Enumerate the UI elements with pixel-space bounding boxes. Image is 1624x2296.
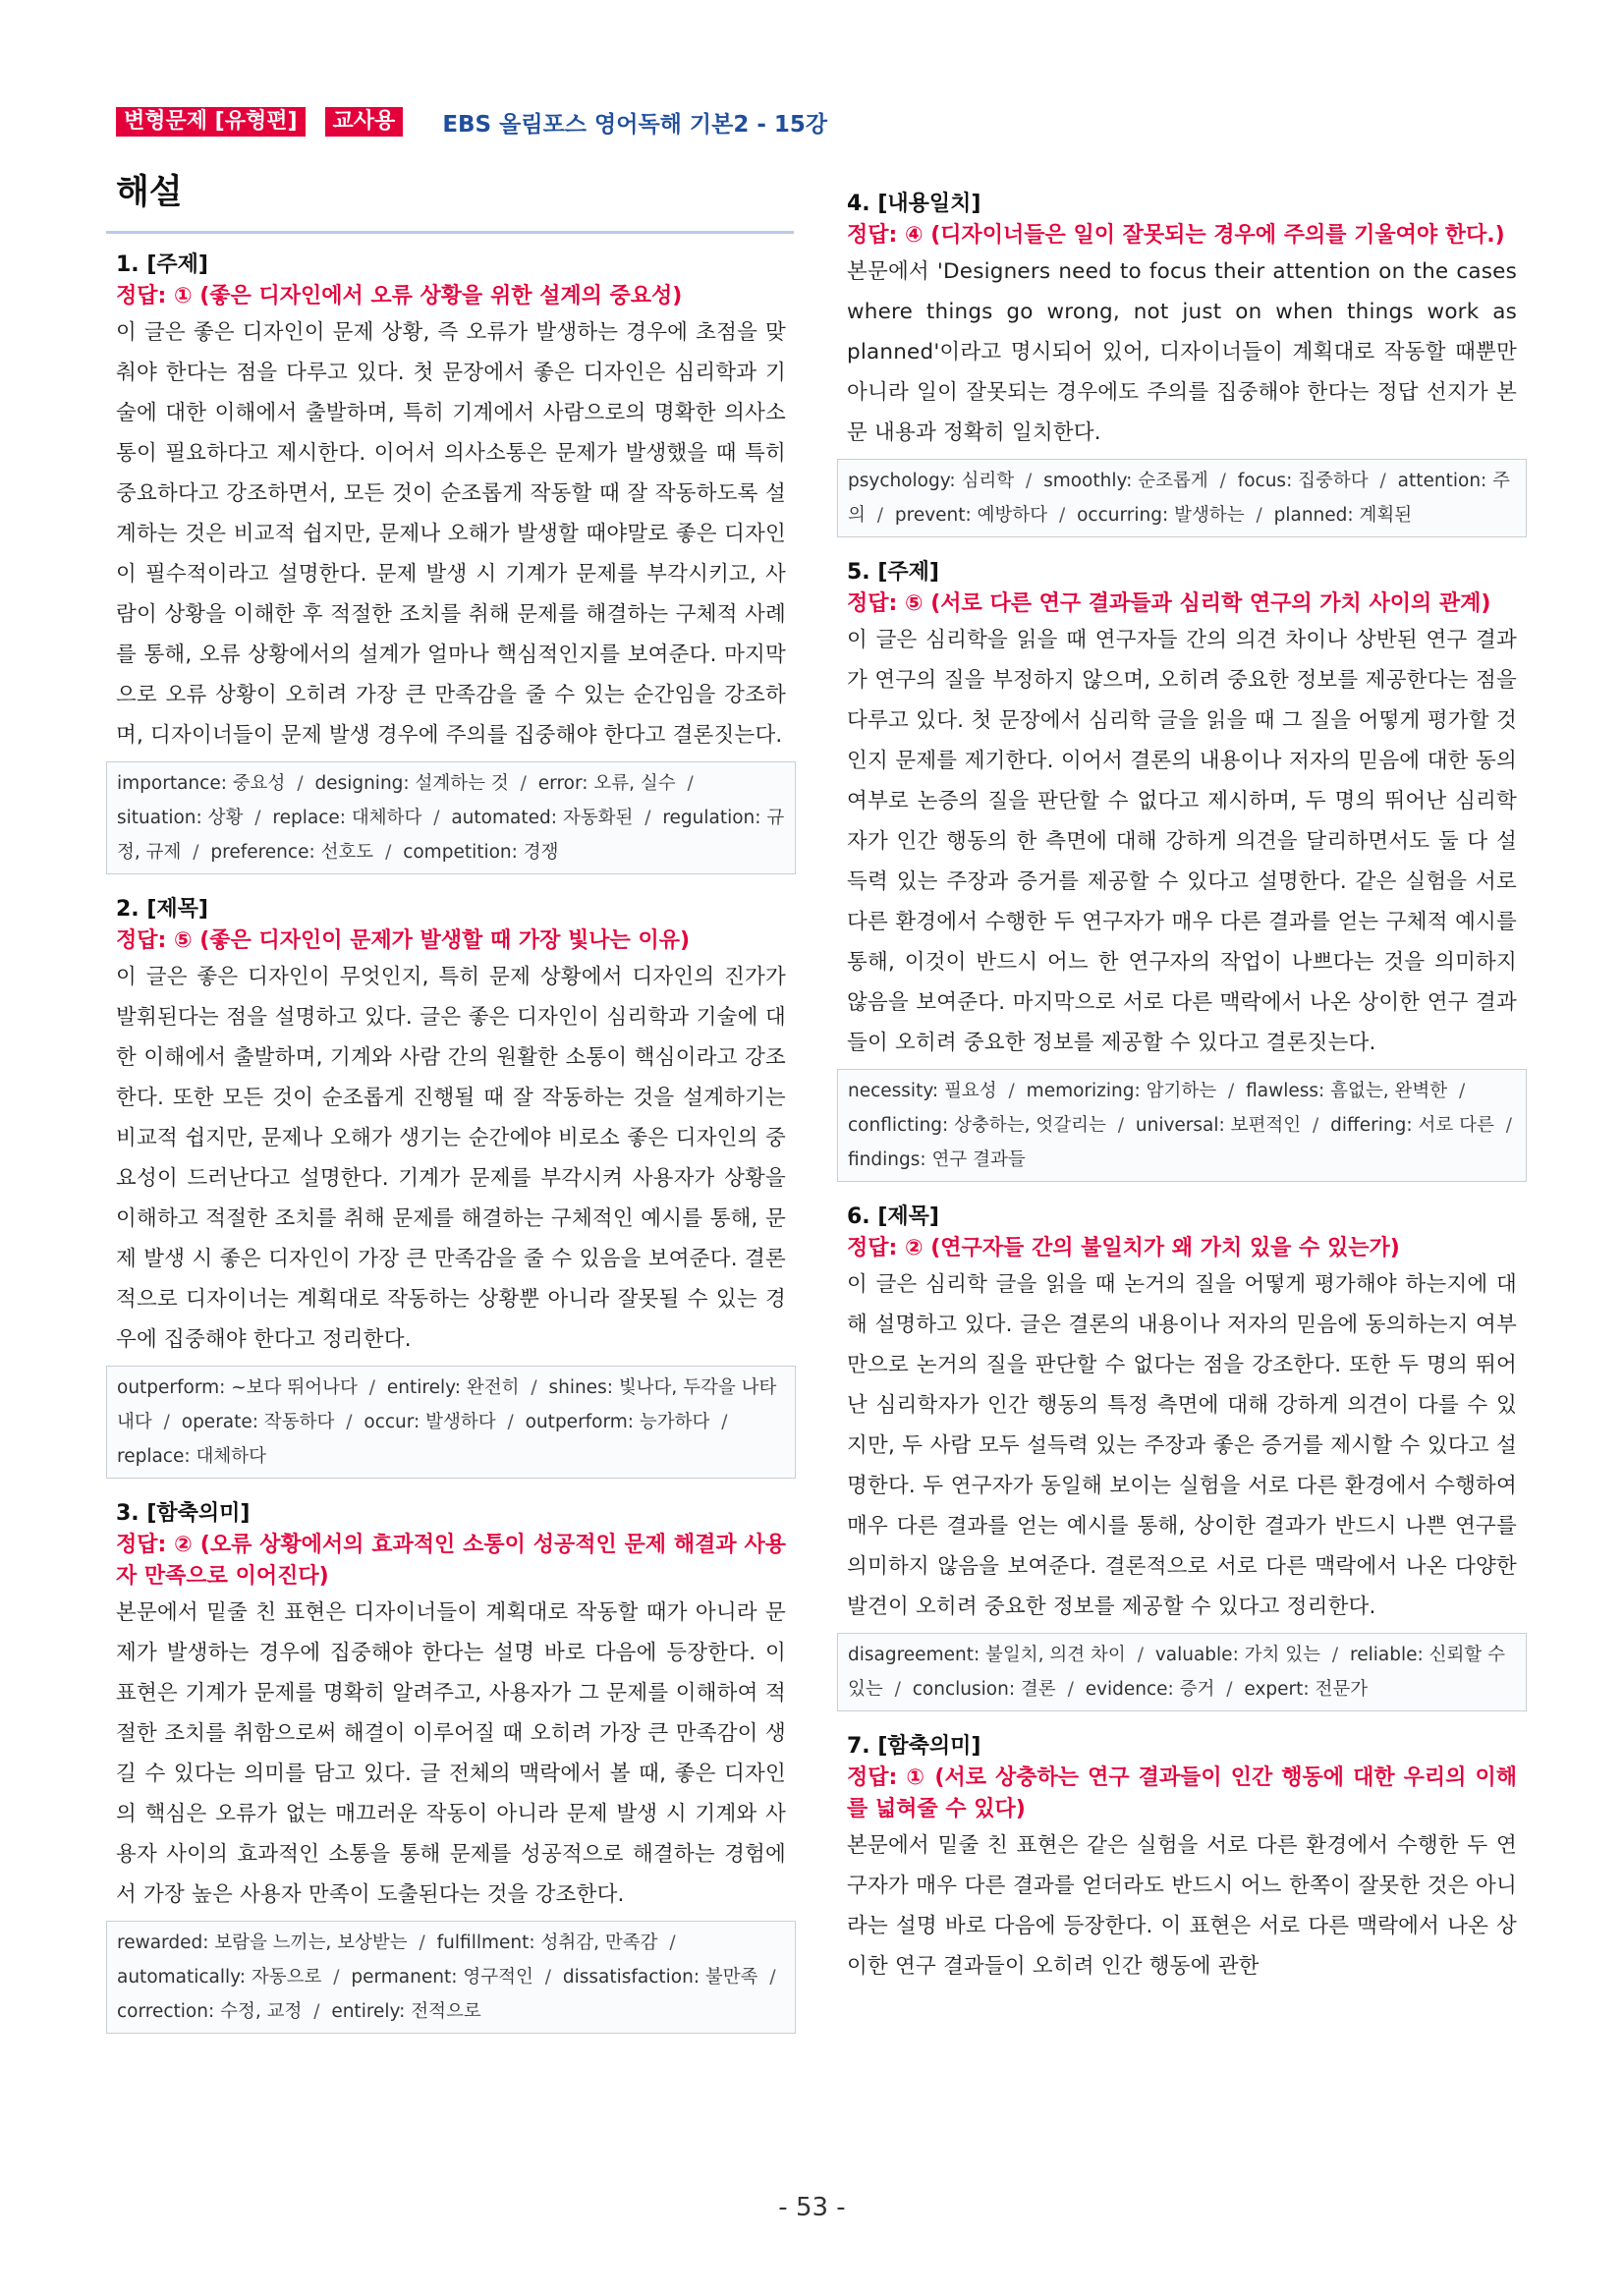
vocab-item: outperform: ~보다 뛰어나다 [117, 1377, 358, 1398]
vocab-item: conclusion: 결론 [912, 1679, 1056, 1700]
vocab-item: occur: 발생하다 [364, 1412, 496, 1432]
vocab-separator: / [1326, 1645, 1345, 1665]
explanation-text: 이 글은 심리학을 읽을 때 연구자들 간의 의견 차이나 상반된 연구 결과가 연구의 질을 부정하지 않으며, 오히려 중요한 정보를 제공한다는 점을 다루고 있다. 첫 문장에서 심리학 글을 읽을 때 그 질을 어떻게 평가할 것인지 문제를 제기한다. 이어서 결론의 내용이나 저자의 믿음에 대한 동의 여부로 논증의 질을 판단할 수 없다고 제시하며, 두 명의 뛰어난 심리학자가 인간 행동의 한 측면에 대해 강하게 의견을 달리하면서도 둘 다 설득력 있는 주장과 증거를 제공할 수 있다고 설명한다. 같은 실험을 서로 다른 환경에서 수행한 두 연구자가 매우 다른 결과를 얻는 구체적 예시를 통해, 이것이 반드시 어느 한 연구자의 작업이 나쁘다는 것을 의미하지 않음을 보여준다. 마지막으로 서로 다른 맥락에서 나온 상이한 연구 결과들이 오히려 중요한 정보를 제공할 수 있다고 결론짓는다. [847, 628, 1517, 1055]
explanation-text: 이 글은 좋은 디자인이 무엇인지, 특히 문제 상황에서 디자인의 진가가 발휘된다는 점을 설명하고 있다. 글은 좋은 디자인이 심리학과 기술에 대한 이해에서 출발하며, 기계와 사람 간의 원활한 소통이 핵심이라고 강조한다. 또한 모든 것이 순조롭게 진행될 때 잘 작동하는 것을 설계하기는 비교적 쉽지만, 문제나 오해가 생기는 순간에야 비로소 좋은 디자인의 중요성이 드러난다고 설명한다. 기계가 문제를 부각시켜 사용자가 상황을 이해하고 적절한 조치를 취해 문제를 해결하는 구체적인 예시를 통해, 문제 발생 시 좋은 디자인이 가장 큰 만족감을 줄 수 있음을 보여준다. 결론적으로 디자이너는 계획대로 작동하는 상황뿐 아니라 잘못될 수 있는 경우에 집중해야 한다고 정리한다. [116, 965, 786, 1352]
vocab-separator: / [538, 1967, 557, 1988]
question-5 [847, 557, 1517, 1182]
vocab-separator: / [1373, 471, 1392, 491]
vocab-separator: / [525, 1377, 543, 1398]
vocab-separator: / [249, 808, 267, 828]
vocab-item: evidence: 증거 [1085, 1679, 1215, 1700]
vocab-separator: / [1213, 471, 1232, 491]
question-6 [847, 1202, 1517, 1711]
vocab-item: findings: 연구 결과들 [848, 1149, 1026, 1170]
vocab-item: psychology: 심리학 [848, 471, 1015, 491]
vocab-separator: / [379, 842, 398, 863]
answer-line: 정답: ① (서로 상충하는 연구 결과들이 인간 행동에 대한 우리의 이해를 넓혀줄 수 있다) [847, 1765, 1517, 1821]
vocab-item: occurring: 발생하는 [1077, 505, 1245, 526]
vocab-item: reliable: 신뢰할 수 있는 [848, 1645, 1505, 1700]
vocab-item: focus: 집중하다 [1237, 471, 1369, 491]
vocab-item: entirely: 전적으로 [331, 2001, 481, 2022]
vocab-separator: / [1220, 1679, 1239, 1700]
explanation-text: 본문에서 밑줄 친 표현은 디자이너들이 계획대로 작동할 때가 아니라 문제가 발생하는 경우에 집중해야 한다는 설명 바로 다음에 등장한다. 이 표현은 기계가 문제를 명확히 알려주고, 사용자가 그 문제를 이해하여 적절한 조치를 취함으로써 해결이 이루어질 때 오히려 가장 큰 만족감이 생길 수 있다는 의미를 담고 있다. 글 전체의 맥락에서 볼 때, 좋은 디자인의 핵심은 오류가 없는 매끄러운 작동이 아니라 문제 발생 시 기계와 사용자 사이의 효과적인 소통을 통해 문제를 성공적으로 해결하는 경험에서 가장 높은 사용자 만족이 도출된다는 것을 강조한다. [116, 1600, 786, 1907]
vocab-separator: / [1250, 505, 1268, 526]
type-tag: 변형문제 [유형편] [116, 107, 306, 137]
question-title: 3. [함축의미] [116, 1501, 251, 1526]
vocab-separator: / [157, 1412, 176, 1432]
vocab-separator: / [1002, 1081, 1021, 1101]
answer-line: 정답: ② (연구자들 간의 불일치가 왜 가치 있을 수 있는가) [847, 1236, 1400, 1260]
vocab-item: dissatisfaction: 불만족 [562, 1967, 758, 1988]
vocab-item: regulation: 규정, 규제 [117, 808, 785, 863]
vocab-item: competition: 경쟁 [403, 842, 559, 863]
right-column [847, 189, 1517, 1990]
vocab-separator: / [763, 1967, 776, 1988]
vocab-item: conflicting: 상충하는, 엇갈리는 [848, 1115, 1106, 1136]
answer-line: 정답: ④ (디자이너들은 일이 잘못되는 경우에 주의를 기울여야 한다.) [847, 223, 1505, 248]
page-heading: 해설 [116, 173, 183, 212]
vocab-box [837, 1069, 1527, 1182]
explanation-text: 이 글은 심리학 글을 읽을 때 논거의 질을 어떻게 평가해야 하는지에 대해 설명하고 있다. 글은 결론의 내용이나 저자의 믿음에 동의하는지 여부만으로 논거의 질을 판단할 수 없다는 점을 강조한다. 또한 두 명의 뛰어난 심리학자가 인간 행동의 특정 측면에 대해 강하게 의견이 다를 수 있지만, 두 사람 모두 설득력 있는 주장과 좋은 증거를 제시할 수 있다고 설명한다. 두 연구자가 동일해 보이는 실험을 서로 다른 환경에서 수행하여 매우 다른 결과를 얻는 예시를 통해, 상이한 결과가 반드시 나쁜 연구를 의미하지 않음을 보여준다. 결론적으로 서로 다른 맥락에서 나온 다양한 발견이 오히려 중요한 정보를 제공할 수 있다고 정리한다. [847, 1272, 1517, 1619]
vocab-separator: / [1111, 1115, 1130, 1136]
vocab-separator: / [413, 1932, 431, 1953]
vocab-item: importance: 중요성 [117, 773, 286, 794]
vocab-separator: / [1307, 1115, 1325, 1136]
vocab-separator: / [340, 1412, 359, 1432]
vocab-box [106, 1921, 796, 2034]
question-title: 5. [주제] [847, 560, 939, 585]
vocab-item: replace: 대체하다 [272, 808, 422, 828]
vocab-item: valuable: 가치 있는 [1154, 1645, 1321, 1665]
vocab-separator: / [501, 1412, 520, 1432]
header-bar [116, 106, 827, 138]
left-column [116, 250, 786, 2053]
vocab-box [837, 459, 1527, 537]
question-2 [116, 894, 786, 1479]
question-1 [116, 250, 786, 874]
vocab-item: correction: 수정, 교정 [117, 2001, 303, 2022]
vocab-separator: / [1499, 1115, 1512, 1136]
vocab-item: error: 오류, 실수 [537, 773, 676, 794]
vocab-item: operate: 작동하다 [181, 1412, 335, 1432]
vocab-item: outperform: 능가하다 [525, 1412, 710, 1432]
vocab-separator: / [1053, 505, 1072, 526]
answer-line: 정답: ① (좋은 디자인에서 오류 상황을 위한 설계의 중요성) [116, 284, 683, 308]
vocab-item: universal: 보편적인 [1135, 1115, 1302, 1136]
question-title: 6. [제목] [847, 1204, 939, 1229]
vocab-box [106, 761, 796, 874]
vocab-separator: / [681, 773, 694, 794]
vocab-item: planned: 계획된 [1273, 505, 1413, 526]
vocab-separator: / [187, 842, 205, 863]
answer-line: 정답: ⑤ (서로 다른 연구 결과들과 심리학 연구의 가치 사이의 관계) [847, 591, 1491, 616]
answer-line: 정답: ② (오류 상황에서의 효과적인 소통이 성공적인 문제 해결과 사용자 만족으로 이어진다) [116, 1533, 786, 1589]
vocab-separator: / [308, 2001, 326, 2022]
question-3 [116, 1498, 786, 2034]
vocab-separator: / [870, 505, 889, 526]
vocab-separator: / [663, 1932, 676, 1953]
vocab-separator: / [291, 773, 309, 794]
vocab-item: rewarded: 보람을 느끼는, 보상받는 [117, 1932, 408, 1953]
vocab-separator: / [888, 1679, 907, 1700]
heading-divider [106, 231, 794, 234]
vocab-item: preference: 선호도 [210, 842, 374, 863]
vocab-box [106, 1366, 796, 1479]
vocab-item: smoothly: 순조롭게 [1043, 471, 1208, 491]
vocab-item: necessity: 필요성 [848, 1081, 997, 1101]
vocab-separator: / [1222, 1081, 1241, 1101]
vocab-item: differing: 서로 다른 [1330, 1115, 1494, 1136]
vocab-item: shines: 빛나다, 두각을 나타내다 [117, 1377, 777, 1432]
vocab-separator: / [427, 808, 446, 828]
answer-line: 정답: ⑤ (좋은 디자인이 문제가 발생할 때 가장 빛나는 이유) [116, 928, 691, 953]
vocab-item: situation: 상황 [117, 808, 244, 828]
vocab-separator: / [639, 808, 657, 828]
vocab-item: designing: 설계하는 것 [314, 773, 509, 794]
vocab-item: disagreement: 불일치, 의견 차이 [848, 1645, 1126, 1665]
question-title: 4. [내용일치] [847, 192, 981, 216]
vocab-separator: / [363, 1377, 381, 1398]
vocab-item: memorizing: 암기하는 [1026, 1081, 1217, 1101]
vocab-separator: / [1061, 1679, 1080, 1700]
vocab-separator: / [1020, 471, 1038, 491]
vocab-separator: / [715, 1412, 728, 1432]
vocab-item: prevent: 예방하다 [894, 505, 1048, 526]
vocab-item: attention: 주의 [848, 471, 1511, 526]
vocab-item: automated: 자동화된 [451, 808, 634, 828]
page-number: - 53 - [778, 2193, 846, 2222]
explanation-text: 본문에서 밑줄 친 표현은 같은 실험을 서로 다른 환경에서 수행한 두 연구자가 매우 다른 결과를 얻더라도 반드시 어느 한쪽이 잘못한 것은 아니라는 설명 바로 다음에 등장한다. 이 표현은 서로 다른 맥락에서 나온 상이한 연구 결과들이 오히려 인간 행동에 관한 [847, 1833, 1517, 1979]
question-title: 1. [주제] [116, 252, 208, 277]
vocab-item: flawless: 흠없는, 완벽한 [1246, 1081, 1448, 1101]
vocab-item: fulfillment: 성취감, 만족감 [436, 1932, 658, 1953]
vocab-item: replace: 대체하다 [117, 1446, 266, 1467]
explanation-text: 이 글은 좋은 디자인이 문제 상황, 즉 오류가 발생하는 경우에 초점을 맞춰야 한다는 점을 다루고 있다. 첫 문장에서 좋은 디자인은 심리학과 기술에 대한 이해에서 출발하며, 특히 기계에서 사람으로의 명확한 의사소통이 필요하다고 제시한다. 이어서 의사소통은 문제가 발생했을 때 특히 중요하다고 강조하면서, 모든 것이 순조롭게 작동할 때 잘 작동하도록 설계하는 것은 비교적 쉽지만, 문제나 오해가 발생할 때야말로 좋은 디자인이 필수적이라고 설명한다. 문제 발생 시 기계가 문제를 부각시키고, 사람이 상황을 이해한 후 적절한 조치를 취해 문제를 해결하는 구체적 사례를 통해, 오류 상황에서의 설계가 얼마나 핵심적인지를 보여준다. 마지막으로 오류 상황이 오히려 가장 큰 만족감을 줄 수 있는 순간임을 강조하며, 디자이너들이 문제 발생 경우에 주의를 집중해야 한다고 결론짓는다. [116, 320, 786, 748]
question-4 [847, 189, 1517, 537]
vocab-box [837, 1633, 1527, 1711]
vocab-separator: / [514, 773, 532, 794]
explanation-text: 본문에서 'Designers need to focus their attention on the cases where things go wrong, not just on when things work as planned'이라고 명시되어 있어, 디자이너들이 계획대로 작동할 때뿐만 아니라 일이 잘못되는 경우에도 주의를 집중해야 한다는 정답 선지가 본문 내용과 정확히 일치한다. [847, 259, 1517, 445]
teacher-tag: 교사용 [325, 107, 404, 137]
vocab-separator: / [1131, 1645, 1149, 1665]
vocab-separator: / [1453, 1081, 1466, 1101]
document-title: EBS 올림포스 영어독해 기본2 - 15강 [442, 111, 828, 138]
vocab-item: automatically: 자동으로 [117, 1967, 322, 1988]
question-7 [847, 1731, 1517, 1987]
vocab-item: expert: 전문가 [1244, 1679, 1369, 1700]
vocab-separator: / [327, 1967, 346, 1988]
question-title: 7. [함축의미] [847, 1734, 981, 1759]
question-title: 2. [제목] [116, 897, 208, 922]
vocab-item: entirely: 완전히 [386, 1377, 520, 1398]
vocab-item: permanent: 영구적인 [351, 1967, 533, 1988]
